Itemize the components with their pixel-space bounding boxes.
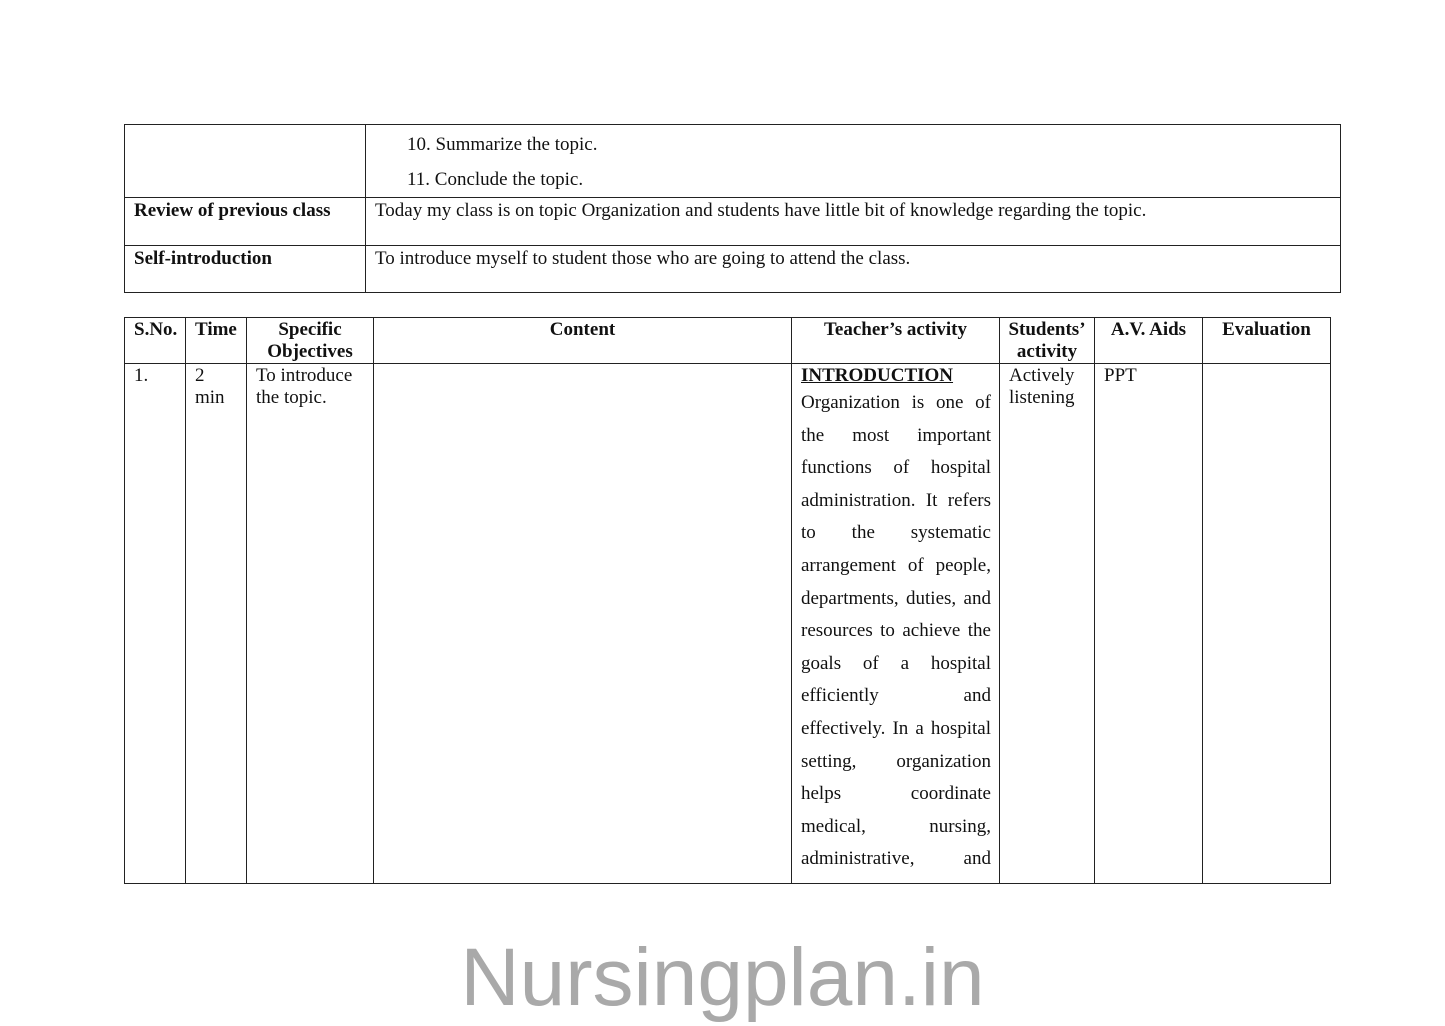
header-students-line2: activity	[1016, 341, 1078, 362]
row-students-line2: listening	[1009, 387, 1075, 408]
steps-cell	[366, 125, 1341, 198]
introduction-line: efficiently and	[801, 685, 991, 707]
review-text: Today my class is on topic Organization and students have little bit of knowledge regarding the topic.	[366, 198, 1341, 246]
header-teachers-activity: Teacher’s activity	[792, 318, 1000, 364]
header-students-line1: Students’	[1008, 319, 1086, 340]
row-students-line1: Actively	[1009, 365, 1075, 386]
review-row	[125, 198, 1341, 246]
introduction-line: departments, duties, and	[801, 587, 991, 609]
header-time: Time	[186, 318, 247, 364]
header-objectives-line2: Objectives	[267, 341, 353, 362]
introduction-line: administrative, and	[801, 848, 991, 870]
header-specific-objectives	[247, 318, 374, 364]
steps-row	[125, 125, 1341, 198]
introduction-text	[801, 387, 991, 876]
table-row	[125, 364, 1331, 884]
lesson-header-row	[125, 318, 1331, 364]
step-item: 10. Summarize the topic.	[407, 134, 598, 155]
header-content: Content	[374, 318, 792, 364]
steps-list	[375, 127, 1332, 197]
introduction-line: medical, nursing,	[801, 815, 991, 837]
row-time-value: 2	[195, 365, 205, 386]
row-students-activity	[1000, 364, 1095, 884]
row-sno: 1.	[125, 364, 186, 884]
header-evaluation: Evaluation	[1203, 318, 1331, 364]
introduction-heading: INTRODUCTION	[801, 365, 954, 386]
row-time	[186, 364, 247, 884]
row-time-unit: min	[195, 387, 225, 408]
introduction-line: functions of hospital	[801, 457, 991, 479]
self-intro-text: To introduce myself to student those who are going to attend the class.	[366, 246, 1341, 293]
introduction-line: setting, organization	[801, 750, 991, 772]
step-item: 11. Conclude the topic.	[407, 169, 584, 190]
row-objective-line2: the topic.	[256, 387, 327, 408]
row-teacher-activity	[792, 364, 1000, 884]
introduction-line: goals of a hospital	[801, 652, 991, 674]
introduction-line: the most important	[801, 424, 991, 446]
header-av-aids: A.V. Aids	[1095, 318, 1203, 364]
header-objectives-line1: Specific	[278, 319, 342, 340]
row-objective-line1: To introduce	[256, 365, 353, 386]
header-sno: S.No.	[125, 318, 186, 364]
introduction-line: helps coordinate	[801, 783, 991, 805]
empty-label-cell	[125, 125, 366, 198]
lesson-plan-table	[124, 317, 1331, 884]
site-watermark: Nursingplan.in	[460, 932, 985, 1023]
row-av-aids: PPT	[1095, 364, 1203, 884]
row-evaluation	[1203, 364, 1331, 884]
introduction-line: arrangement of people,	[801, 554, 991, 576]
row-objective	[247, 364, 374, 884]
self-intro-row	[125, 246, 1341, 293]
introduction-line: effectively. In a hospital	[801, 717, 991, 739]
introduction-line: administration. It refers	[801, 489, 991, 511]
introduction-line: to the systematic	[801, 522, 991, 544]
introduction-line: Organization is one of	[801, 392, 991, 413]
review-label: Review of previous class	[125, 198, 366, 246]
self-intro-label: Self-introduction	[125, 246, 366, 293]
header-students-activity	[1000, 318, 1095, 364]
row-content	[374, 364, 792, 884]
introduction-line: resources to achieve the	[801, 620, 991, 642]
lesson-plan-header-table	[124, 124, 1341, 293]
